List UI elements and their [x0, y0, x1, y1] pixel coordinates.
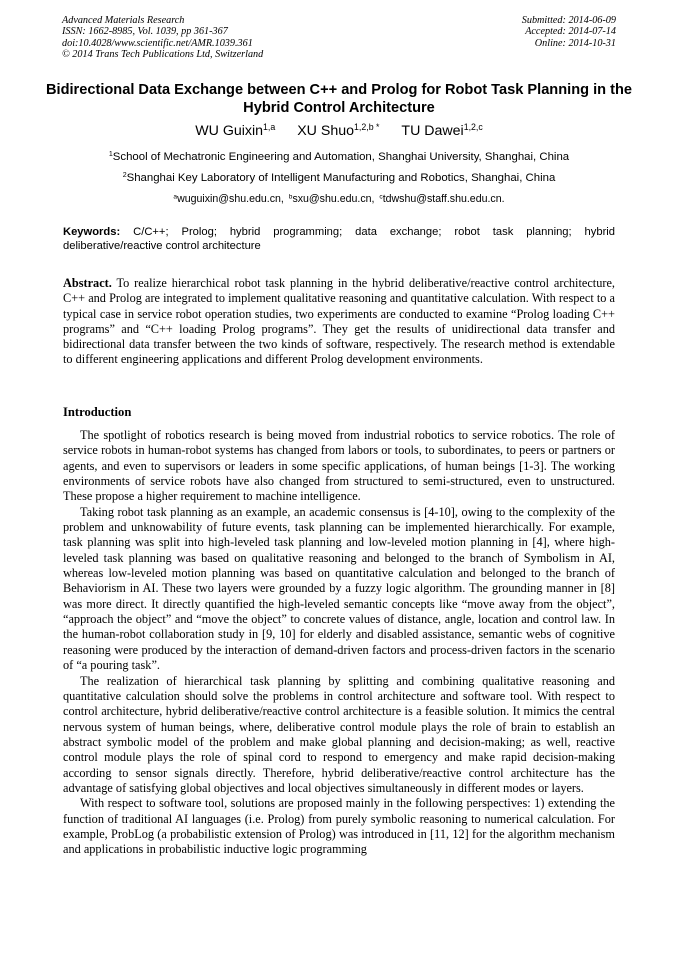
author [195, 123, 275, 139]
affiliation [40, 171, 638, 185]
author-sup: 1,a [263, 122, 276, 133]
affiliation [40, 150, 638, 164]
journal-doi: doi:10.4028/www.scientific.net/AMR.1039.361 [62, 37, 253, 49]
body-paragraph: The spotlight of robotics research is being moved from industrial robotics to service robotics. The role of service robots in human-robot systems has changed from labors or tools, to subordinates, to peers or partners or agents, and even to supervisors or leaders in some specific applications, of human beings [1-3]. The working environments of service robots have also changed from structured to semi-structured, even to unstructured. These propose a higher requirement to machine intelligence. [63, 428, 615, 504]
journal-issn: ISSN: 1662-8985, Vol. 1039, pp 361-367 [62, 26, 228, 38]
affiliation-text: Shanghai Key Laboratory of Intelligent Manufacturing and Robotics, Shanghai, China [126, 172, 556, 184]
email-sup: b [288, 193, 293, 201]
body-paragraph: Taking robot task planning as an example, an academic consensus is [4-10], owing to the complexity of the problem and unknowability of future events, task planning can be implemented hierarchically. For example, task planning was split into high-leveled task planning and low-leveled motion planning in [4], where high-leveled task planning was based on qualitative reasoning and belonged to the branch of Symbolism in AI, whereas low-leveled motion planning was based on quantitative calculation and belonged to the branch of Behaviorism in AI. These two layers were grounded by a fuzzy logic algorithm. The grounding manner in [8] was more direct. It directly quantified the high-leveled semantic concepts like “move away from the object”, “approach the object” and “move the object” to concrete values of distance, angle, location and control law. In the human-robot collaboration study in [9, 10] for elderly and disabled assistance, semantic webs of cognitive reasoning were produced by the interaction of demand-driven factors and process-driven factors in the scenario of “a pouring task”. [63, 504, 615, 673]
journal-name: Advanced Materials Research [62, 15, 185, 26]
journal-header-right [522, 15, 616, 49]
introduction-body [63, 428, 615, 858]
author-name: XU Shuo [297, 123, 355, 139]
author-list [40, 122, 638, 140]
author-name: TU Dawei [401, 123, 464, 139]
paper-title: Bidirectional Data Exchange between C++ and Prolog for Robot Task Planning in the Hybrid Control Architecture [45, 82, 632, 116]
keywords [63, 226, 615, 254]
submitted-date: Submitted: 2014-06-09 [521, 15, 616, 26]
email [379, 193, 504, 205]
email-link[interactable]: sxu@shu.edu.cn, [292, 193, 375, 205]
body-paragraph: The realization of hierarchical task planning by splitting and combining qualitative reasoning and quantitative calculation should solve the problems in control architecture and software tool. With respect to control architecture, hybrid deliberative/reactive control architecture is a feasible solution. It mimics the central nervous system of human beings, where, deliberative control module plays the role of brain to establish an abstract symbolic model of the problem and make global planning and decision-making; as well, reactive control module plays the role of spinal cord to respond to emergency and make rapid decision-making according to sensor signals directly. Therefore, hybrid deliberative/reactive control architecture has the advantage of satisfying global objectives and local objectives simultaneously in different modes or layers. [63, 673, 615, 795]
email-link[interactable]: tdwshu@staff.shu.edu.cn. [382, 193, 505, 205]
author-sup: 1,2,b * [354, 122, 380, 133]
keywords-label: Keywords: [63, 226, 121, 238]
body-paragraph: With respect to software tool, solutions are proposed mainly in the following perspectives: 1) extending the function of traditional AI languages (i.e. Prolog) from purely symbolic reasoning to numerical calculation. For example, ProbLog (a probabilistic extension of Prolog) was introduced in [11, 12] for the algorithm mechanism and applications in probabilistic inductive logic programming [63, 796, 615, 857]
author-sup: 1,2,c [463, 122, 483, 133]
email [173, 193, 283, 205]
author [401, 123, 482, 139]
accepted-date: Accepted: 2014-07-14 [525, 26, 616, 38]
email [289, 193, 375, 205]
online-date: Online: 2014-10-31 [534, 37, 616, 49]
affiliation-text: School of Mechatronic Engineering and Automation, Shanghai University, Shanghai, China [112, 151, 570, 163]
affiliation-sup: 1 [108, 151, 113, 159]
email-link[interactable]: wuguixin@shu.edu.cn, [177, 193, 284, 205]
email-sup: c [379, 193, 383, 201]
abstract-label: Abstract. [63, 276, 112, 290]
affiliation-sup: 2 [122, 172, 127, 180]
author-name: WU Guixin [195, 123, 264, 139]
journal-header-left [62, 15, 263, 61]
author [297, 123, 379, 139]
abstract-text: To realize hierarchical robot task planning in the hybrid deliberative/reactive control architecture, C++ and Prolog are integrated to implement qualitative reasoning and quantitative calculation. With respect to a typical case in service robot operation studies, two experiments are conducted to examine “Prolog loading C++ programs” and “C++ loading Prolog programs”. They get the results of unidirectional data transfer and bidirectional data transfer between the two kinds of software, respectively. The research method is extendable to different engineering applications and different Prolog development environments. [63, 276, 615, 367]
journal-copyright: © 2014 Trans Tech Publications Ltd, Switzerland [62, 49, 264, 61]
section-heading-introduction: Introduction [63, 405, 132, 419]
author-emails [40, 192, 638, 206]
keywords-text: C/C++; Prolog; hybrid programming; data exchange; robot task planning; hybrid deliberative/reactive control architecture [63, 226, 616, 252]
email-sup: a [173, 193, 178, 201]
abstract [63, 276, 615, 368]
